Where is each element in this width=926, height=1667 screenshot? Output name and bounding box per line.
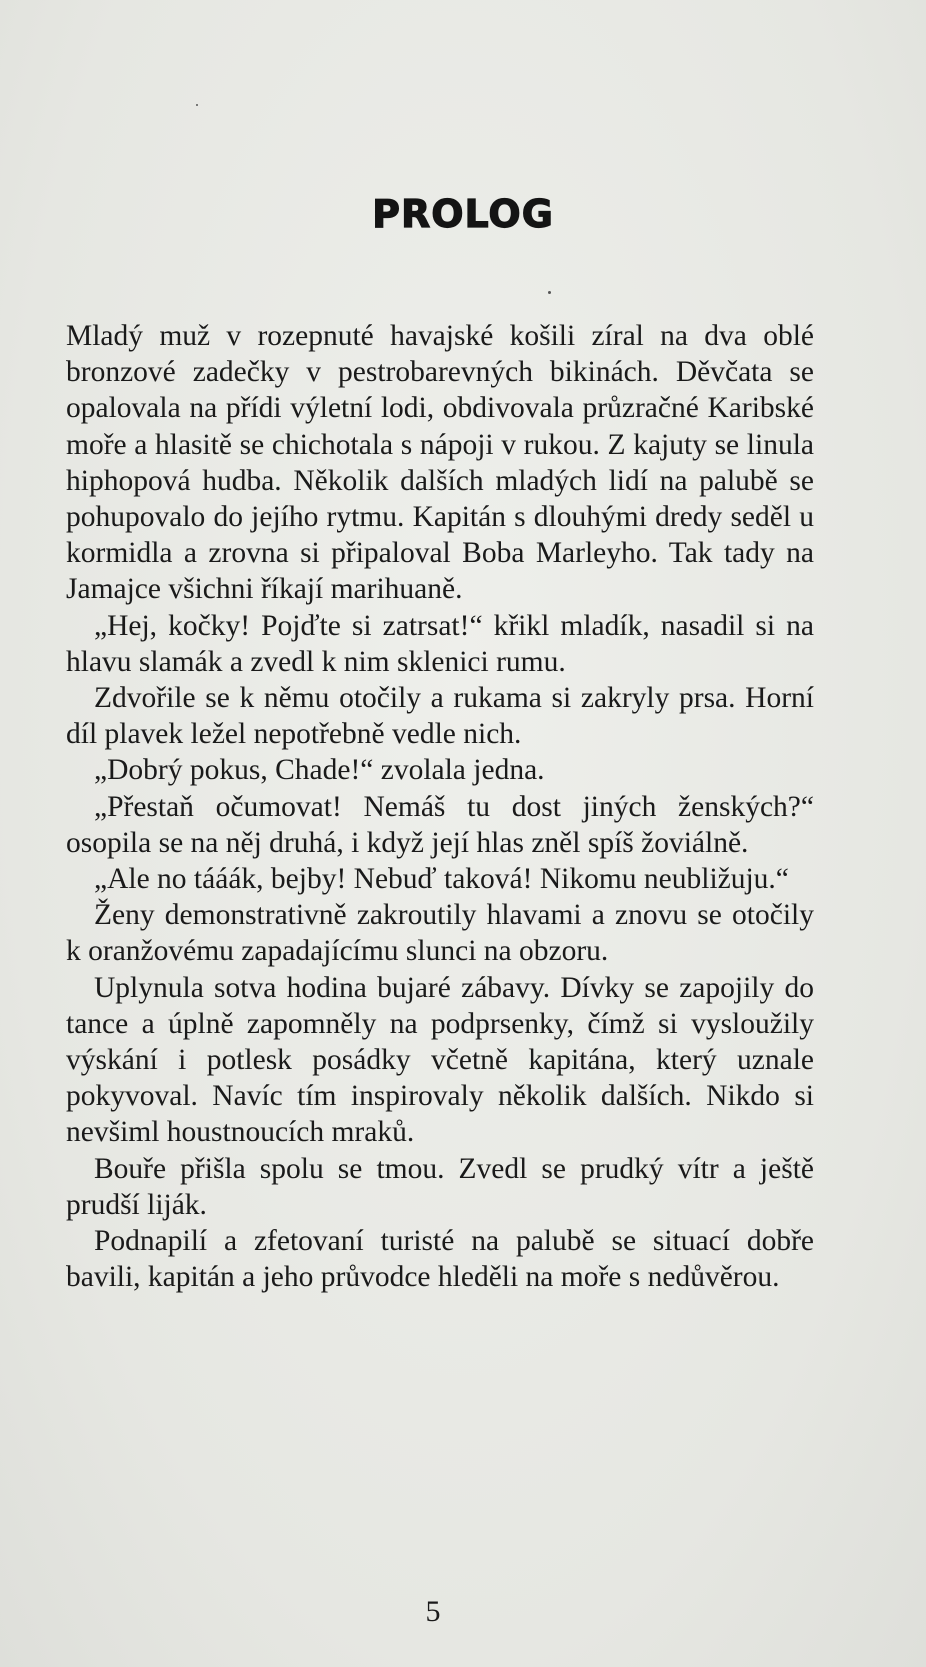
paragraph-3: Zdvořile se k němu otočily a rukama si zakryly prsa. Horní díl plavek ležel nepotřebně vedle nich. bbox=[66, 682, 814, 751]
paragraph-9: Bouře přišla spolu se tmou. Zvedl se prudký vítr a ještě prudší liják. bbox=[66, 1152, 814, 1221]
paragraph-2: „Hej, kočky! Pojďte si zatrsat!“ křikl mladík, nasadil si na hlavu slamák a zvedl k nim sklenici rumu. bbox=[66, 609, 814, 678]
print-speck bbox=[548, 291, 551, 294]
page-number: 5 bbox=[425, 1595, 441, 1628]
paragraph-8: Uplynula sotva hodina bujaré zábavy. Dívky se zapojily do tance a úplně zapomněly na podprsenky, čímž si vysloužily výskání i potlesk posádky včetně kapitána, který uznale pokyvoval. Navíc tím inspirovaly několik dalších. Nikdo si nevšiml houstnoucích mraků. bbox=[66, 971, 814, 1149]
paragraph-7: Ženy demonstrativně zakroutily hlavami a znovu se otočily k oranžovému zapadajícímu slunci na obzoru. bbox=[66, 899, 814, 968]
chapter-title: PROLOG bbox=[372, 192, 554, 236]
paragraph-5: „Přestaň očumovat! Nemáš tu dost jiných ženských?“ osopila se na něj druhá, i když její hlas zněl spíš žoviálně. bbox=[66, 790, 814, 859]
paragraph-1: Mladý muž v rozepnuté havajské košili zíral na dva oblé bronzové zadečky v pestrobarevných bikinách. Děvčata se opalovala na přídi výletní lodi, obdivovala průzračné Karibské moře a hlasitě se chichotala s nápoji v rukou. Z kajuty se linula hiphopová hudba. Několik dalších mladých lidí na palubě se pohupovalo do jejího rytmu. Kapitán s dlouhými dredy seděl u kormidla a zrovna si připaloval Boba Marleyho. Tak tady na Jamajce všichni říkají marihuaně. bbox=[66, 320, 814, 606]
paragraph-4: „Dobrý pokus, Chade!“ zvolala jedna. bbox=[94, 754, 545, 787]
paragraph-6: „Ale no tááák, bejby! Nebuď taková! Nikomu neubližuju.“ bbox=[94, 863, 789, 896]
print-speck bbox=[196, 104, 198, 106]
paragraph-10: Podnapilí a zfetovaní turisté na palubě se situací dobře bavili, kapitán a jeho průvodce hleděli na moře s nedůvěrou. bbox=[66, 1225, 814, 1294]
body-text bbox=[66, 318, 814, 1295]
